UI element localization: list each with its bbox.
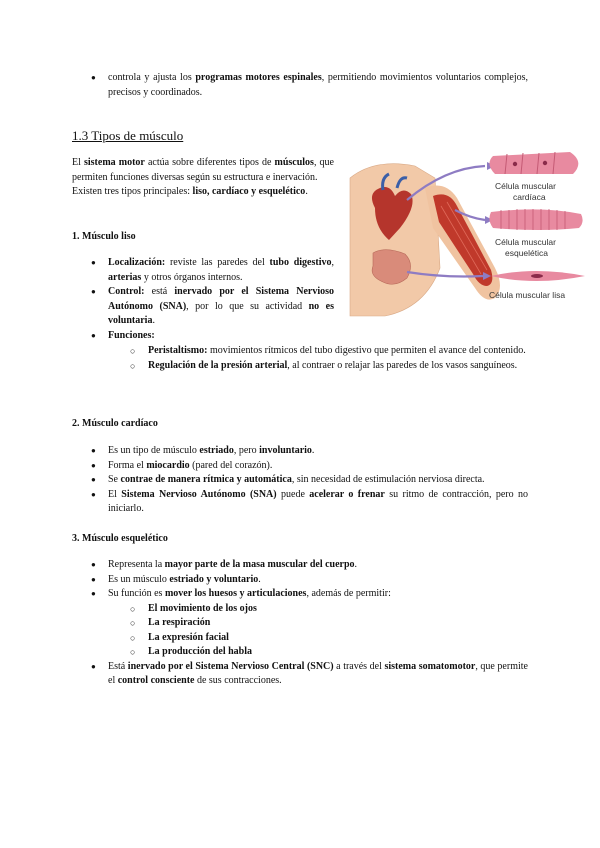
muscle-types-figure <box>345 148 590 318</box>
intro-paragraph-line2: Existen tres tipos principales: liso, cardíaco y esquelético. <box>72 186 308 197</box>
section-title: 1.3 Tipos de músculo <box>72 128 184 143</box>
label-skeletal-line2: esquelética <box>505 248 549 258</box>
liso-funciones: ● Funciones: ○ Peristaltismo: movimientos rítmicos del tubo digestivo que permiten el avance del contenido. ○ Regulación de la presión arterial, al contraer o relajar las paredes de los vasos sanguíneos. <box>88 329 528 374</box>
esqueletico-sublist <box>130 602 528 660</box>
esqueletico-item-4: ● Está inervado por el Sistema Nervioso Central (SNC) a través del sistema somatomotor, que permite el control consciente de sus contracciones. <box>88 660 528 689</box>
liso-funciones-sublist <box>130 344 528 374</box>
heading-musculo-cardiaco: 2. Músculo cardíaco <box>72 418 158 429</box>
intro-bullet-list <box>88 71 528 100</box>
esqueletico-item-3: ● Su función es mover los huesos y articulaciones, además de permitir: ○ El movimiento de los ojos ○ La respiración ○ La expresión facial ○ La producción del habla <box>88 587 528 660</box>
esqueletico-list <box>88 558 528 689</box>
esqueletico-sub-respiracion: ○ La respiración <box>130 616 528 631</box>
liso-control: ● Control: está inervado por el Sistema Nervioso Autónomo (SNA), por lo que su actividad no es voluntaria. <box>88 285 334 329</box>
smooth-cell-illustration <box>491 271 585 281</box>
cardiaco-item-4: ● El Sistema Nervioso Autónomo (SNA) puede acelerar o frenar su ritmo de contracción, pero no iniciarlo. <box>88 488 528 517</box>
cardiaco-item-3: ● Se contrae de manera rítmica y automática, sin necesidad de estimulación nerviosa directa. <box>88 473 528 488</box>
label-smooth: Célula muscular lisa <box>489 290 566 300</box>
intro-paragraph <box>72 156 334 200</box>
liso-localizacion: ● Localización: reviste las paredes del tubo digestivo, arterias y otros órganos internos. <box>88 256 334 285</box>
esqueletico-item-2: ● Es un músculo estriado y voluntario. <box>88 573 528 588</box>
liso-peristaltismo: ○ Peristaltismo: movimientos rítmicos del tubo digestivo que permiten el avance del contenido. <box>130 344 528 359</box>
label-skeletal-line1: Célula muscular <box>495 237 556 247</box>
label-cardiac-line2: cardíaca <box>513 192 546 202</box>
stomach-illustration <box>372 250 410 285</box>
intro-bullet: ● controla y ajusta los programas motores espinales, permitiendo movimientos voluntarios complejos, precisos y coordinados. <box>88 71 528 100</box>
liso-presion-arterial: ○ Regulación de la presión arterial, al contraer o relajar las paredes de los vasos sanguíneos. <box>130 359 528 374</box>
esqueletico-item-1: ● Representa la mayor parte de la masa muscular del cuerpo. <box>88 558 528 573</box>
intro-paragraph-line1: El sistema motor actúa sobre diferentes tipos de músculos, que permiten funciones diversas según su estructura e inervación. <box>72 157 334 183</box>
esqueletico-sub-ojos: ○ El movimiento de los ojos <box>130 602 528 617</box>
esqueletico-sub-habla: ○ La producción del habla <box>130 645 528 660</box>
label-cardiac-line1: Célula muscular <box>495 181 556 191</box>
heading-musculo-liso: 1. Músculo liso <box>72 231 136 242</box>
cardiaco-item-1: ● Es un tipo de músculo estriado, pero involuntario. <box>88 444 528 459</box>
heading-musculo-esqueletico: 3. Músculo esquelético <box>72 533 168 544</box>
cardiaco-list <box>88 444 528 517</box>
skeletal-cell-illustration <box>489 209 582 230</box>
cardiaco-item-2: ● Forma el miocardio (pared del corazón). <box>88 459 528 474</box>
cardiac-cell-illustration <box>489 152 578 174</box>
liso-list <box>88 256 334 329</box>
liso-funciones-list <box>88 329 528 374</box>
esqueletico-sub-expresion: ○ La expresión facial <box>130 631 528 646</box>
